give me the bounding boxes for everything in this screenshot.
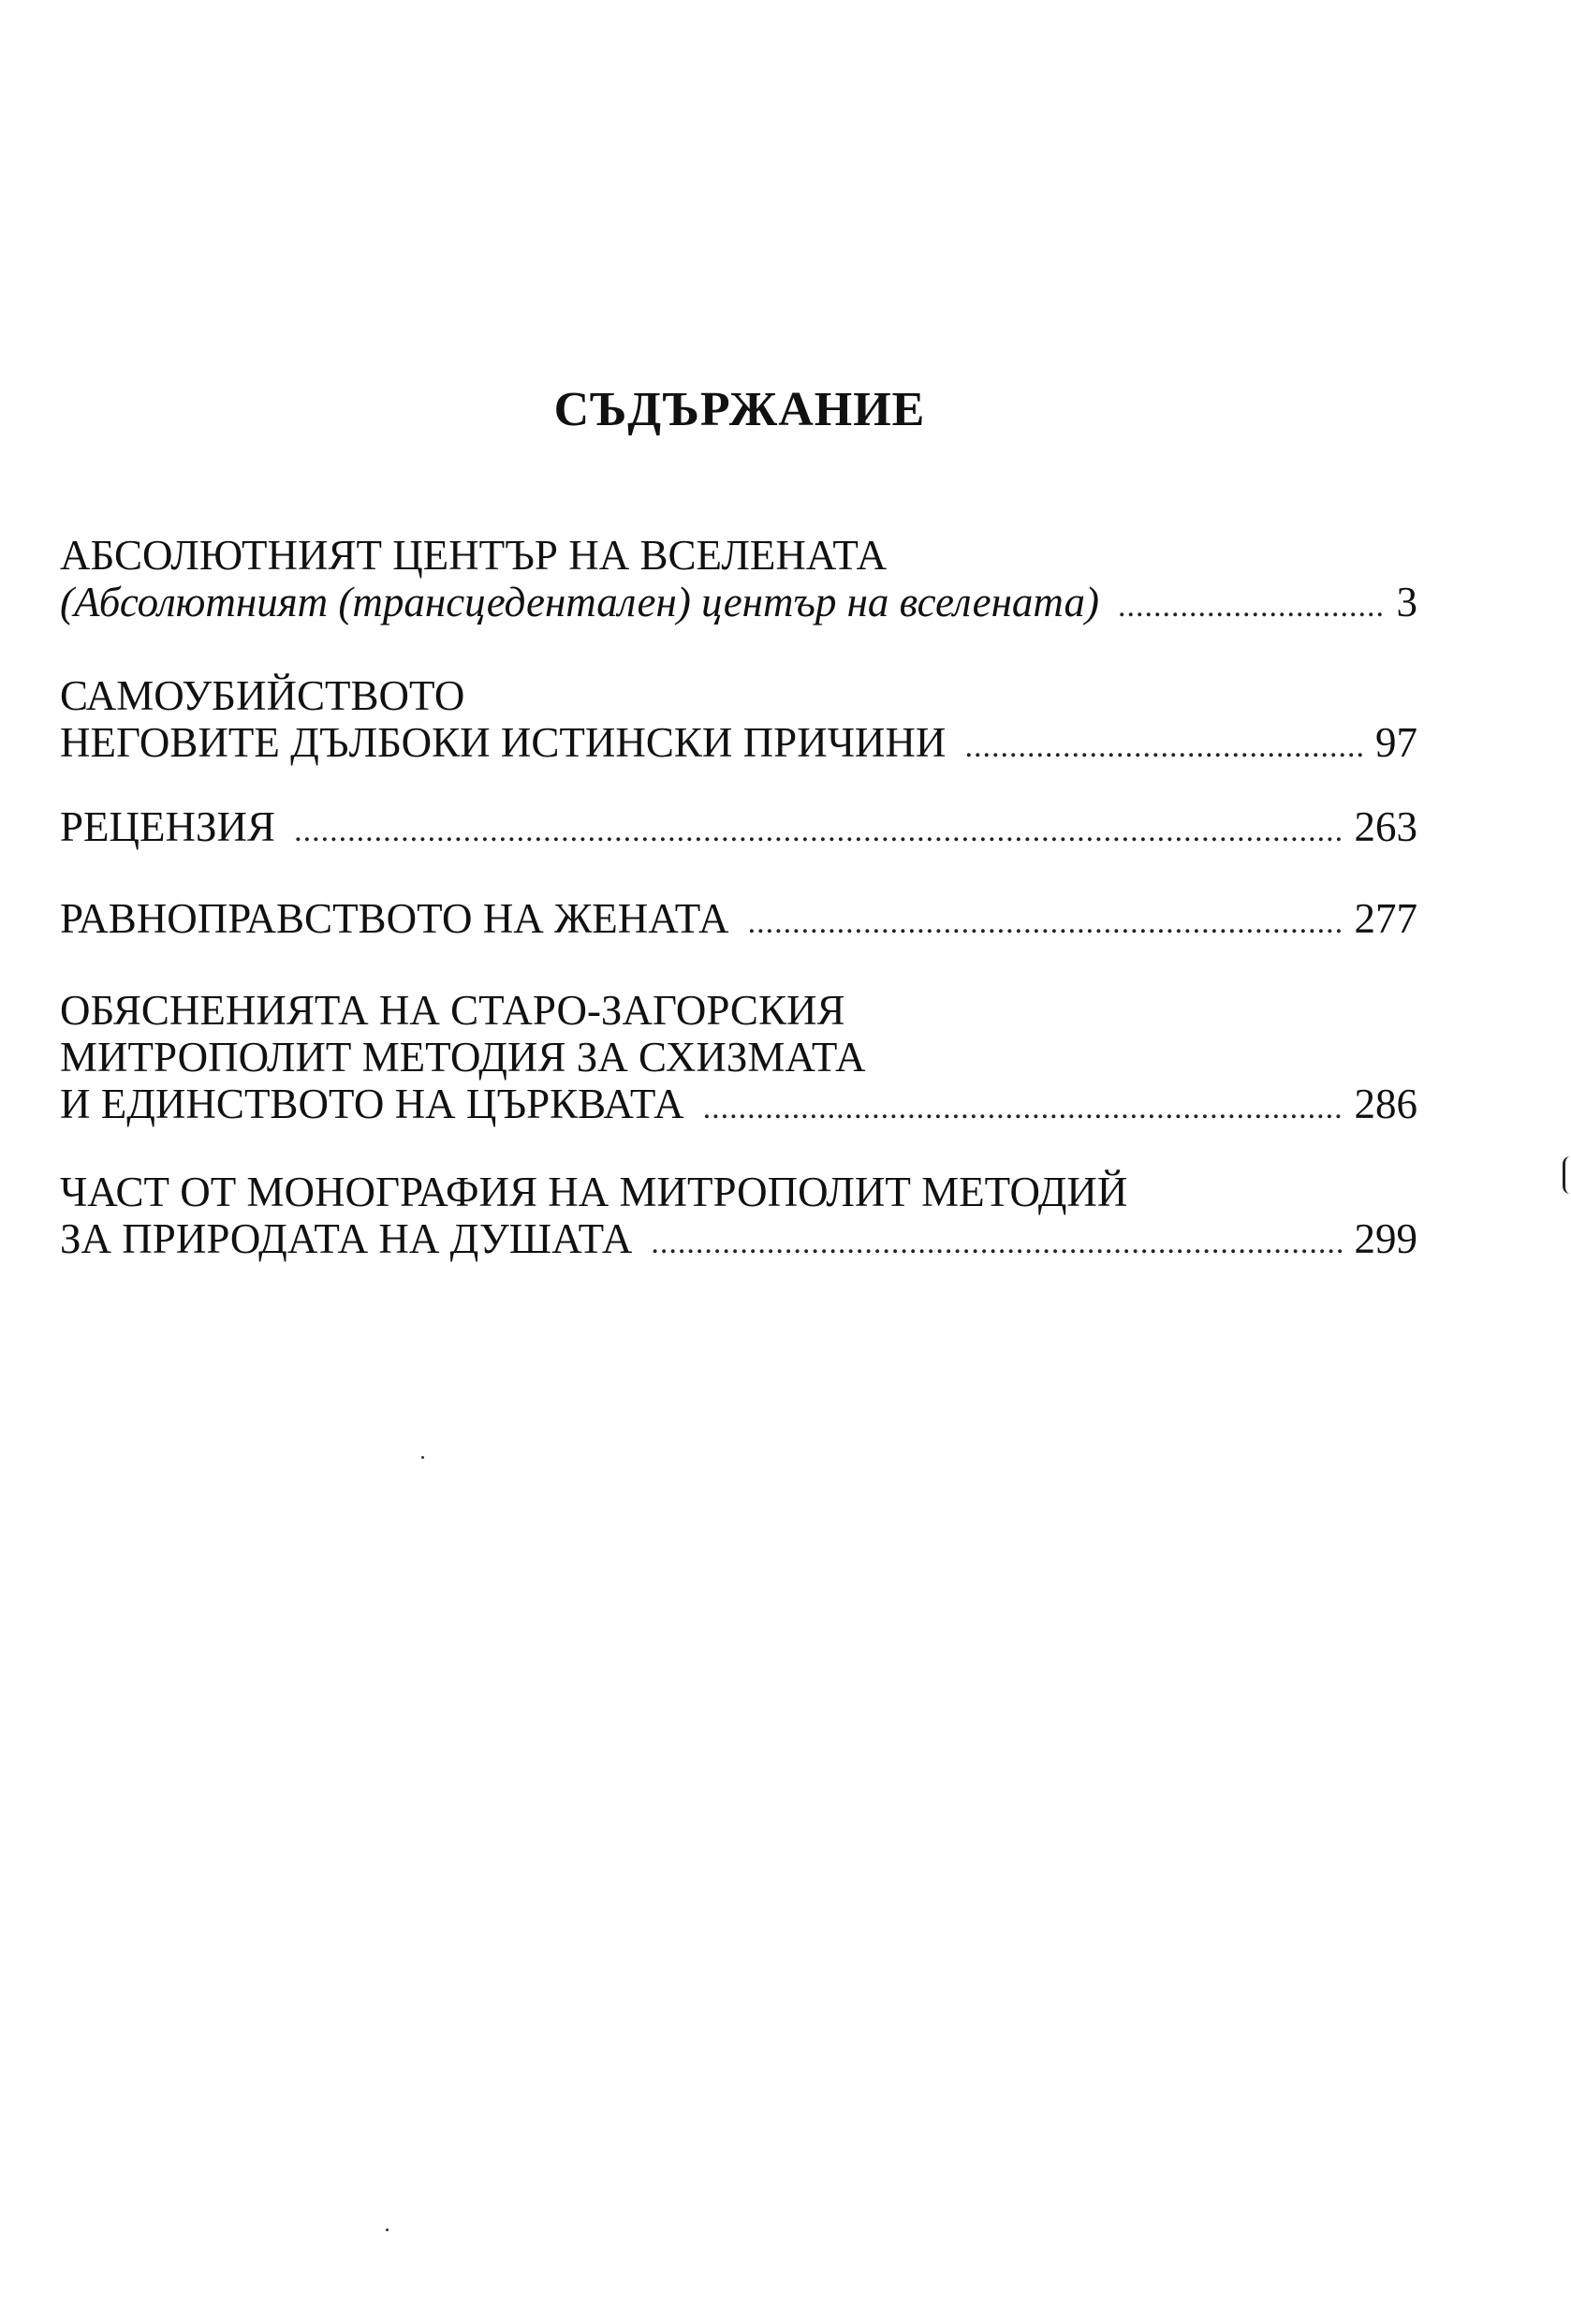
toc-entry-line [60,532,1417,579]
toc-page-number: 263 [1354,803,1417,850]
toc-entry-title: И ЕДИНСТВОТО НА ЦЪРКВАТА [60,1081,684,1127]
toc-entry-title: САМОУБИЙСТВОТО [60,672,465,719]
toc-page-number: 286 [1354,1081,1417,1127]
toc-entry[interactable] [60,1169,1417,1262]
toc-page-number: 97 [1375,719,1417,766]
toc-entry-line [60,895,1417,942]
toc-page-number: 3 [1396,579,1417,625]
scan-edge-mark [1563,1156,1571,1194]
toc-entry-title: МИТРОПОЛИТ МЕТОДИЯ ЗА СХИЗМАТА [60,1034,866,1081]
dot-leader [1118,583,1384,630]
toc-entry[interactable] [60,672,1417,766]
toc-entry[interactable] [60,803,1417,850]
dot-leader [703,1085,1342,1132]
toc-entry-title: ОБЯСНЕНИЯТА НА СТАРО-ЗАГОРСКИЯ [60,987,845,1034]
dot-leader [748,900,1342,947]
toc-entry-line [60,1034,1417,1081]
toc-entry-subtitle: (Абсолютният (трансцедентален) център на вселената) [60,579,1099,625]
toc-entry-line [60,1081,1417,1127]
toc-entry-line [60,1215,1417,1262]
toc-entry-title: ЧАСТ ОТ МОНОГРАФИЯ НА МИТРОПОЛИТ МЕТОДИЙ [60,1169,1128,1215]
scan-speck [421,1456,424,1459]
toc-page-number: 299 [1354,1215,1417,1262]
dot-leader [294,808,1341,855]
page-title: СЪДЪРЖАНИЕ [553,383,926,436]
toc-entry-title: АБСОЛЮТНИЯТ ЦЕНТЪР НА ВСЕЛЕНАТА [60,532,888,579]
scan-speck [386,2228,389,2231]
toc-entry[interactable] [60,532,1417,625]
toc-entry-line [60,579,1417,625]
toc-entry[interactable] [60,895,1417,942]
toc-entry-line [60,719,1417,766]
toc-entry-title: РАВНОПРАВСТВОТО НА ЖЕНАТА [60,895,729,942]
toc-page-number: 277 [1354,895,1417,942]
dot-leader [964,724,1362,771]
toc-entry-line [60,803,1417,850]
toc-entry-line [60,987,1417,1034]
toc-entry-title: РЕЦЕНЗИЯ [60,803,276,850]
toc-entry-title: НЕГОВИТЕ ДЪЛБОКИ ИСТИНСКИ ПРИЧИНИ [60,719,947,766]
toc-entry-line [60,672,1417,719]
toc-entry[interactable] [60,987,1417,1127]
toc-entry-title: ЗА ПРИРОДАТА НА ДУШАТА [60,1215,633,1262]
toc-entry-line [60,1169,1417,1215]
dot-leader [651,1220,1341,1267]
